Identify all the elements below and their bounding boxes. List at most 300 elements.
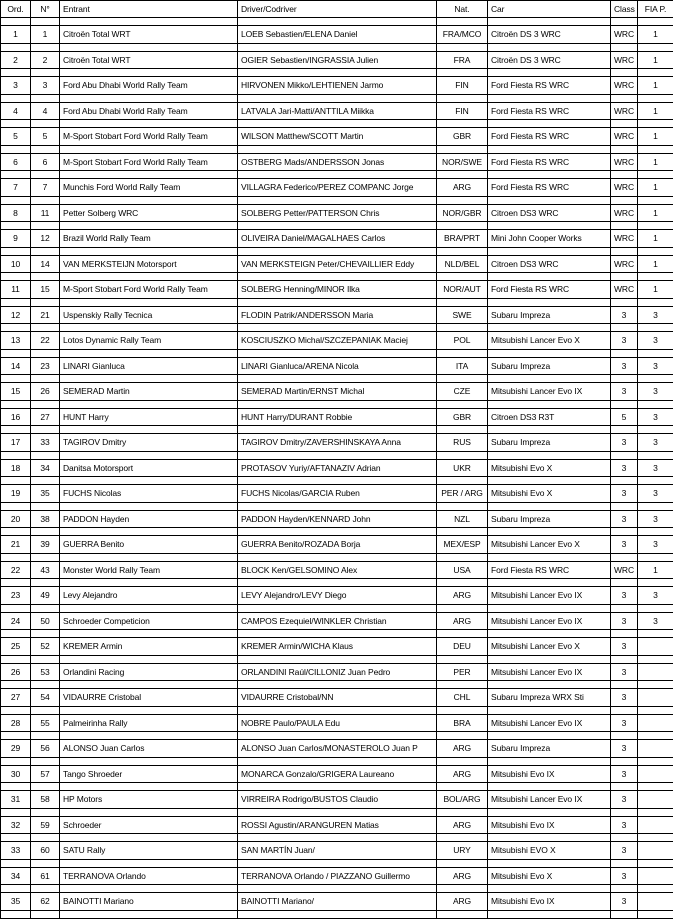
spacer-cell bbox=[638, 528, 673, 536]
cell-ord: 18 bbox=[1, 459, 31, 477]
cell-entrant: VAN MERKSTEIJN Motorsport bbox=[60, 255, 238, 273]
spacer-cell bbox=[437, 426, 488, 434]
spacer-cell bbox=[31, 655, 60, 663]
cell-car: Ford Fiesta RS WRC bbox=[488, 281, 611, 299]
cell-cls: 5 bbox=[611, 408, 638, 426]
spacer-cell bbox=[638, 324, 673, 332]
spacer-cell bbox=[31, 808, 60, 816]
spacer-cell bbox=[60, 451, 238, 459]
spacer-cell bbox=[611, 681, 638, 689]
spacer-cell bbox=[638, 910, 673, 918]
spacer-cell bbox=[437, 247, 488, 255]
spacer-cell bbox=[488, 375, 611, 383]
cell-ord: 13 bbox=[1, 332, 31, 350]
spacer-cell bbox=[437, 171, 488, 179]
spacer-cell bbox=[238, 681, 437, 689]
cell-nat: MEX/ESP bbox=[437, 536, 488, 554]
entry-row bbox=[1, 153, 673, 171]
spacer-cell bbox=[31, 145, 60, 153]
cell-no: 22 bbox=[31, 332, 60, 350]
cell-ord: 31 bbox=[1, 791, 31, 809]
spacer-cell bbox=[437, 859, 488, 867]
cell-no: 57 bbox=[31, 765, 60, 783]
cell-fia bbox=[638, 893, 673, 911]
cell-driver: PADDON Hayden/KENNARD John bbox=[238, 510, 437, 528]
spacer-cell bbox=[437, 400, 488, 408]
spacer-cell bbox=[488, 885, 611, 893]
cell-car: Ford Fiesta RS WRC bbox=[488, 102, 611, 120]
cell-nat: ARG bbox=[437, 612, 488, 630]
cell-driver: SOLBERG Henning/MINOR Ilka bbox=[238, 281, 437, 299]
entry-row bbox=[1, 714, 673, 732]
cell-cls: 3 bbox=[611, 816, 638, 834]
cell-car: Subaru Impreza WRX Sti bbox=[488, 689, 611, 707]
spacer-row bbox=[1, 349, 673, 357]
cell-driver: HUNT Harry/DURANT Robbie bbox=[238, 408, 437, 426]
spacer-cell bbox=[638, 145, 673, 153]
entry-row bbox=[1, 612, 673, 630]
spacer-cell bbox=[1, 732, 31, 740]
spacer-cell bbox=[638, 18, 673, 26]
spacer-cell bbox=[638, 477, 673, 485]
cell-fia: 3 bbox=[638, 306, 673, 324]
cell-car: Mitsubishi Evo IX bbox=[488, 893, 611, 911]
spacer-row bbox=[1, 910, 673, 918]
spacer-row bbox=[1, 757, 673, 765]
spacer-cell bbox=[488, 196, 611, 204]
cell-fia: 1 bbox=[638, 51, 673, 69]
cell-no: 53 bbox=[31, 663, 60, 681]
entry-row bbox=[1, 510, 673, 528]
spacer-cell bbox=[31, 18, 60, 26]
spacer-cell bbox=[638, 706, 673, 714]
cell-no: 1 bbox=[31, 26, 60, 44]
cell-fia bbox=[638, 842, 673, 860]
cell-no: 56 bbox=[31, 740, 60, 758]
spacer-cell bbox=[31, 553, 60, 561]
cell-entrant: Monster World Rally Team bbox=[60, 561, 238, 579]
spacer-cell bbox=[60, 375, 238, 383]
cell-nat: POL bbox=[437, 332, 488, 350]
cell-driver: CAMPOS Ezequiel/WINKLER Christian bbox=[238, 612, 437, 630]
spacer-cell bbox=[31, 120, 60, 128]
spacer-cell bbox=[31, 247, 60, 255]
cell-car: Mitsubishi EVO X bbox=[488, 842, 611, 860]
cell-no: 50 bbox=[31, 612, 60, 630]
cell-cls: 3 bbox=[611, 867, 638, 885]
cell-entrant: SATU Rally bbox=[60, 842, 238, 860]
entry-row bbox=[1, 26, 673, 44]
entry-row bbox=[1, 587, 673, 605]
spacer-cell bbox=[611, 630, 638, 638]
cell-driver: FUCHS Nicolas/GARCIA Ruben bbox=[238, 485, 437, 503]
spacer-cell bbox=[638, 859, 673, 867]
cell-car: Citroën DS 3 WRC bbox=[488, 51, 611, 69]
spacer-cell bbox=[238, 196, 437, 204]
cell-no: 61 bbox=[31, 867, 60, 885]
spacer-cell bbox=[611, 94, 638, 102]
spacer-cell bbox=[31, 298, 60, 306]
cell-cls: 3 bbox=[611, 663, 638, 681]
cell-cls: 3 bbox=[611, 485, 638, 503]
spacer-cell bbox=[1, 655, 31, 663]
spacer-cell bbox=[60, 732, 238, 740]
spacer-cell bbox=[1, 630, 31, 638]
cell-fia bbox=[638, 714, 673, 732]
spacer-cell bbox=[488, 553, 611, 561]
spacer-cell bbox=[437, 69, 488, 77]
spacer-cell bbox=[638, 681, 673, 689]
cell-ord: 12 bbox=[1, 306, 31, 324]
cell-nat: DEU bbox=[437, 638, 488, 656]
cell-ord: 27 bbox=[1, 689, 31, 707]
spacer-cell bbox=[611, 604, 638, 612]
cell-cls: 3 bbox=[611, 842, 638, 860]
spacer-cell bbox=[238, 273, 437, 281]
spacer-cell bbox=[60, 885, 238, 893]
cell-ord: 6 bbox=[1, 153, 31, 171]
cell-cls: 3 bbox=[611, 612, 638, 630]
cell-nat: BRA bbox=[437, 714, 488, 732]
spacer-cell bbox=[638, 400, 673, 408]
cell-driver: GUERRA Benito/ROZADA Borja bbox=[238, 536, 437, 554]
spacer-cell bbox=[488, 502, 611, 510]
cell-no: 2 bbox=[31, 51, 60, 69]
spacer-row bbox=[1, 94, 673, 102]
cell-car: Subaru Impreza bbox=[488, 357, 611, 375]
cell-entrant: Brazil World Rally Team bbox=[60, 230, 238, 248]
spacer-cell bbox=[611, 859, 638, 867]
spacer-cell bbox=[31, 426, 60, 434]
cell-nat: NOR/SWE bbox=[437, 153, 488, 171]
spacer-cell bbox=[638, 553, 673, 561]
cell-nat: ITA bbox=[437, 357, 488, 375]
spacer-cell bbox=[238, 426, 437, 434]
cell-nat: ARG bbox=[437, 587, 488, 605]
spacer-cell bbox=[437, 528, 488, 536]
spacer-cell bbox=[238, 247, 437, 255]
spacer-row bbox=[1, 426, 673, 434]
cell-fia: 3 bbox=[638, 485, 673, 503]
spacer-row bbox=[1, 120, 673, 128]
spacer-cell bbox=[238, 553, 437, 561]
cell-nat: NZL bbox=[437, 510, 488, 528]
spacer-cell bbox=[1, 145, 31, 153]
spacer-row bbox=[1, 324, 673, 332]
cell-car: Mitsubishi Lancer Evo X bbox=[488, 332, 611, 350]
cell-cls: WRC bbox=[611, 153, 638, 171]
cell-cls: WRC bbox=[611, 77, 638, 95]
cell-driver: MONARCA Gonzalo/GRIGERA Laureano bbox=[238, 765, 437, 783]
entry-row bbox=[1, 740, 673, 758]
cell-car: Mitsubishi Lancer Evo IX bbox=[488, 383, 611, 401]
cell-fia: 1 bbox=[638, 77, 673, 95]
entry-row bbox=[1, 51, 673, 69]
spacer-cell bbox=[60, 579, 238, 587]
spacer-cell bbox=[238, 808, 437, 816]
spacer-cell bbox=[60, 910, 238, 918]
spacer-cell bbox=[238, 324, 437, 332]
cell-entrant: BAINOTTI Mariano bbox=[60, 893, 238, 911]
cell-car: Citroën DS 3 WRC bbox=[488, 26, 611, 44]
cell-ord: 23 bbox=[1, 587, 31, 605]
spacer-cell bbox=[638, 808, 673, 816]
cell-no: 6 bbox=[31, 153, 60, 171]
spacer-cell bbox=[611, 808, 638, 816]
spacer-cell bbox=[31, 681, 60, 689]
cell-entrant: GUERRA Benito bbox=[60, 536, 238, 554]
cell-fia: 3 bbox=[638, 510, 673, 528]
cell-fia: 3 bbox=[638, 459, 673, 477]
cell-driver: LATVALA Jari-Matti/ANTTILA Miikka bbox=[238, 102, 437, 120]
spacer-cell bbox=[238, 451, 437, 459]
spacer-cell bbox=[437, 375, 488, 383]
spacer-row bbox=[1, 196, 673, 204]
cell-fia bbox=[638, 689, 673, 707]
cell-entrant: SEMERAD Martin bbox=[60, 383, 238, 401]
spacer-cell bbox=[238, 528, 437, 536]
cell-ord: 30 bbox=[1, 765, 31, 783]
cell-car: Mitsubishi Lancer Evo X bbox=[488, 638, 611, 656]
cell-ord: 16 bbox=[1, 408, 31, 426]
spacer-cell bbox=[488, 43, 611, 51]
spacer-cell bbox=[31, 324, 60, 332]
spacer-cell bbox=[437, 732, 488, 740]
entry-row bbox=[1, 306, 673, 324]
cell-entrant: HUNT Harry bbox=[60, 408, 238, 426]
spacer-cell bbox=[638, 69, 673, 77]
spacer-row bbox=[1, 783, 673, 791]
spacer-cell bbox=[437, 298, 488, 306]
cell-no: 54 bbox=[31, 689, 60, 707]
spacer-cell bbox=[437, 145, 488, 153]
cell-ord: 22 bbox=[1, 561, 31, 579]
spacer-cell bbox=[31, 604, 60, 612]
cell-car: Mitsubishi Evo X bbox=[488, 485, 611, 503]
cell-nat: NOR/GBR bbox=[437, 204, 488, 222]
entry-row bbox=[1, 230, 673, 248]
cell-no: 59 bbox=[31, 816, 60, 834]
column-header-no: N° bbox=[31, 1, 60, 18]
cell-entrant: Petter Solberg WRC bbox=[60, 204, 238, 222]
cell-ord: 33 bbox=[1, 842, 31, 860]
cell-ord: 34 bbox=[1, 867, 31, 885]
cell-no: 27 bbox=[31, 408, 60, 426]
cell-nat: FIN bbox=[437, 77, 488, 95]
spacer-cell bbox=[238, 375, 437, 383]
spacer-row bbox=[1, 553, 673, 561]
spacer-row bbox=[1, 273, 673, 281]
spacer-cell bbox=[638, 94, 673, 102]
cell-fia: 1 bbox=[638, 26, 673, 44]
cell-car: Subaru Impreza bbox=[488, 740, 611, 758]
spacer-cell bbox=[1, 604, 31, 612]
spacer-cell bbox=[437, 502, 488, 510]
spacer-cell bbox=[1, 477, 31, 485]
entry-row bbox=[1, 765, 673, 783]
spacer-cell bbox=[611, 783, 638, 791]
cell-fia: 1 bbox=[638, 153, 673, 171]
spacer-cell bbox=[437, 630, 488, 638]
cell-nat: PER / ARG bbox=[437, 485, 488, 503]
spacer-cell bbox=[488, 808, 611, 816]
cell-cls: WRC bbox=[611, 102, 638, 120]
header-row bbox=[1, 1, 673, 18]
cell-driver: ALONSO Juan Carlos/MONASTEROLO Juan P bbox=[238, 740, 437, 758]
spacer-cell bbox=[238, 94, 437, 102]
cell-entrant: Schroeder Competicion bbox=[60, 612, 238, 630]
spacer-row bbox=[1, 375, 673, 383]
cell-entrant: Levy Alejandro bbox=[60, 587, 238, 605]
spacer-cell bbox=[31, 477, 60, 485]
spacer-cell bbox=[638, 171, 673, 179]
spacer-cell bbox=[1, 222, 31, 230]
cell-nat: URY bbox=[437, 842, 488, 860]
spacer-cell bbox=[437, 885, 488, 893]
spacer-cell bbox=[60, 94, 238, 102]
cell-nat: GBR bbox=[437, 128, 488, 146]
cell-cls: WRC bbox=[611, 255, 638, 273]
spacer-cell bbox=[1, 349, 31, 357]
spacer-cell bbox=[31, 222, 60, 230]
entry-row bbox=[1, 536, 673, 554]
cell-nat: GBR bbox=[437, 408, 488, 426]
spacer-cell bbox=[488, 451, 611, 459]
spacer-cell bbox=[638, 885, 673, 893]
spacer-cell bbox=[1, 910, 31, 918]
cell-entrant: ALONSO Juan Carlos bbox=[60, 740, 238, 758]
entry-row bbox=[1, 128, 673, 146]
spacer-cell bbox=[238, 18, 437, 26]
cell-car: Citroen DS3 R3T bbox=[488, 408, 611, 426]
cell-ord: 19 bbox=[1, 485, 31, 503]
spacer-cell bbox=[488, 630, 611, 638]
cell-entrant: M-Sport Stobart Ford World Rally Team bbox=[60, 153, 238, 171]
spacer-cell bbox=[1, 324, 31, 332]
spacer-cell bbox=[638, 502, 673, 510]
cell-driver: FLODIN Patrik/ANDERSSON Maria bbox=[238, 306, 437, 324]
spacer-cell bbox=[488, 69, 611, 77]
spacer-cell bbox=[611, 757, 638, 765]
spacer-cell bbox=[1, 783, 31, 791]
cell-fia: 3 bbox=[638, 408, 673, 426]
cell-entrant: Citroën Total WRT bbox=[60, 26, 238, 44]
cell-entrant: Ford Abu Dhabi World Rally Team bbox=[60, 102, 238, 120]
spacer-cell bbox=[638, 349, 673, 357]
spacer-cell bbox=[31, 349, 60, 357]
cell-entrant: Uspenskiy Rally Tecnica bbox=[60, 306, 238, 324]
cell-nat: NLD/BEL bbox=[437, 255, 488, 273]
cell-ord: 28 bbox=[1, 714, 31, 732]
spacer-cell bbox=[638, 579, 673, 587]
cell-cls: WRC bbox=[611, 179, 638, 197]
spacer-cell bbox=[31, 502, 60, 510]
cell-fia bbox=[638, 638, 673, 656]
cell-nat: BRA/PRT bbox=[437, 230, 488, 248]
cell-car: Mitsubishi Lancer Evo IX bbox=[488, 663, 611, 681]
entry-row bbox=[1, 77, 673, 95]
spacer-cell bbox=[31, 43, 60, 51]
cell-ord: 2 bbox=[1, 51, 31, 69]
cell-car: Ford Fiesta RS WRC bbox=[488, 153, 611, 171]
cell-entrant: PADDON Hayden bbox=[60, 510, 238, 528]
spacer-cell bbox=[60, 859, 238, 867]
cell-entrant: HP Motors bbox=[60, 791, 238, 809]
spacer-cell bbox=[488, 732, 611, 740]
spacer-cell bbox=[638, 732, 673, 740]
spacer-cell bbox=[238, 859, 437, 867]
spacer-cell bbox=[60, 426, 238, 434]
entry-row bbox=[1, 102, 673, 120]
cell-no: 7 bbox=[31, 179, 60, 197]
cell-no: 14 bbox=[31, 255, 60, 273]
spacer-cell bbox=[238, 910, 437, 918]
cell-car: Mitsubishi Lancer Evo IX bbox=[488, 791, 611, 809]
cell-fia: 3 bbox=[638, 383, 673, 401]
spacer-cell bbox=[238, 732, 437, 740]
cell-car: Mitsubishi Evo X bbox=[488, 459, 611, 477]
spacer-cell bbox=[31, 630, 60, 638]
cell-nat: UKR bbox=[437, 459, 488, 477]
column-header-entrant: Entrant bbox=[60, 1, 238, 18]
spacer-cell bbox=[611, 553, 638, 561]
cell-cls: WRC bbox=[611, 128, 638, 146]
spacer-cell bbox=[488, 349, 611, 357]
cell-no: 62 bbox=[31, 893, 60, 911]
cell-nat: FIN bbox=[437, 102, 488, 120]
spacer-cell bbox=[31, 375, 60, 383]
spacer-cell bbox=[638, 222, 673, 230]
column-header-cls: Class bbox=[611, 1, 638, 18]
cell-driver: TERRANOVA Orlando / PIAZZANO Guillermo bbox=[238, 867, 437, 885]
spacer-cell bbox=[638, 247, 673, 255]
cell-fia: 1 bbox=[638, 561, 673, 579]
spacer-cell bbox=[238, 120, 437, 128]
spacer-cell bbox=[60, 222, 238, 230]
cell-ord: 9 bbox=[1, 230, 31, 248]
spacer-cell bbox=[437, 349, 488, 357]
cell-entrant: Orlandini Racing bbox=[60, 663, 238, 681]
cell-no: 5 bbox=[31, 128, 60, 146]
spacer-cell bbox=[611, 834, 638, 842]
spacer-cell bbox=[437, 451, 488, 459]
spacer-cell bbox=[238, 604, 437, 612]
spacer-cell bbox=[437, 43, 488, 51]
spacer-row bbox=[1, 834, 673, 842]
spacer-cell bbox=[488, 94, 611, 102]
cell-driver: LINARI Gianluca/ARENA Nicola bbox=[238, 357, 437, 375]
cell-fia: 1 bbox=[638, 179, 673, 197]
cell-fia: 3 bbox=[638, 332, 673, 350]
spacer-cell bbox=[437, 553, 488, 561]
cell-ord: 20 bbox=[1, 510, 31, 528]
spacer-cell bbox=[1, 298, 31, 306]
cell-no: 34 bbox=[31, 459, 60, 477]
spacer-cell bbox=[488, 655, 611, 663]
cell-car: Mitsubishi Lancer Evo IX bbox=[488, 714, 611, 732]
cell-car: Subaru Impreza bbox=[488, 434, 611, 452]
spacer-cell bbox=[1, 579, 31, 587]
spacer-cell bbox=[60, 706, 238, 714]
cell-ord: 11 bbox=[1, 281, 31, 299]
spacer-cell bbox=[488, 324, 611, 332]
spacer-row bbox=[1, 477, 673, 485]
cell-cls: 3 bbox=[611, 306, 638, 324]
cell-fia: 1 bbox=[638, 204, 673, 222]
cell-no: 52 bbox=[31, 638, 60, 656]
cell-car: Subaru Impreza bbox=[488, 510, 611, 528]
spacer-cell bbox=[611, 273, 638, 281]
